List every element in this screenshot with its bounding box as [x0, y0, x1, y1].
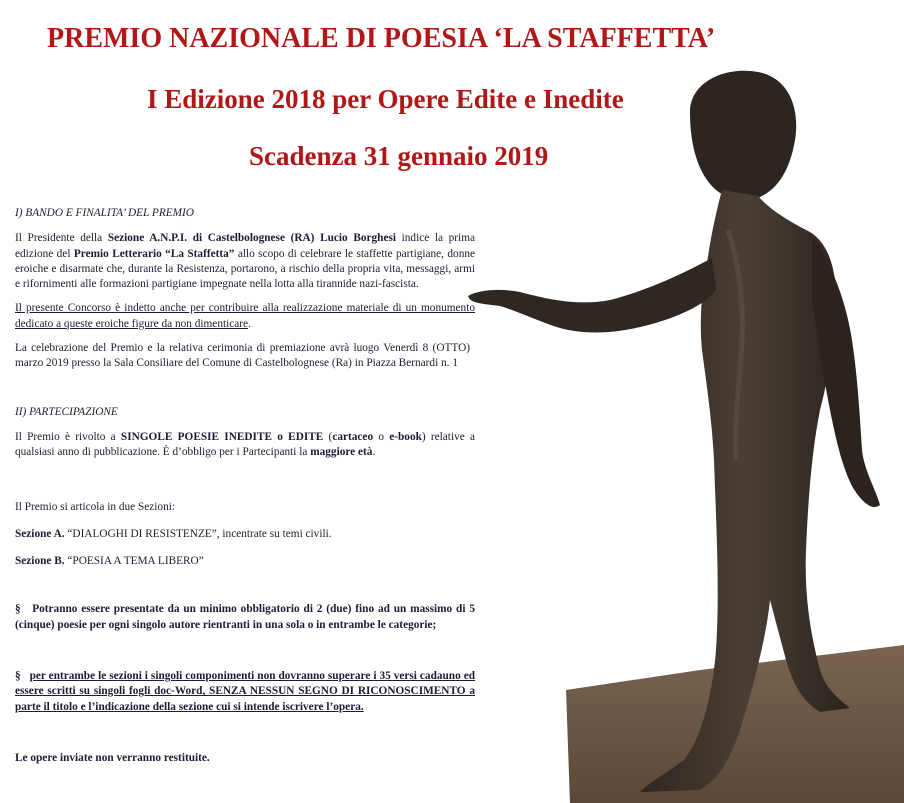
section-1-paragraph-2: Il presente Concorso è indetto anche per contribuire alla realizzazione materiale di un monumento dedicato a queste eroiche figure da non dimenticare.: [15, 302, 475, 330]
statue-arm-left: [468, 258, 716, 332]
rule-1: § Potranno essere presentate da un minimo obbligatorio di 2 (due) fino ad un massimo di 5 (cinque) poesie per ogni singolo autore rientranti in una sola o in entrambe le categorie;: [15, 603, 475, 631]
deadline-heading: Scadenza 31 gennaio 2019: [249, 141, 549, 171]
section-1-paragraph-1: Il Presidente della Sezione A.N.P.I. di Castelbolognese (RA) Lucio Borghesi indice la prima edizione del Premio Letterario “La Staffetta” allo scopo di celebrare le staffette partigiane, donne eroiche e disarmate che, durante la Resistenza, portarono, a rischio della propria vita, messaggi, armi e rifornimenti alle formazioni partigiane impegnate nella lotta alla tirannide nazi-fascista.: [15, 232, 476, 291]
edition-subtitle: I Edizione 2018 per Opere Edite e Inedite: [147, 84, 624, 114]
section-symbol: §: [15, 603, 21, 616]
page-title: PREMIO NAZIONALE DI POESIA ‘LA STAFFETTA’: [47, 23, 716, 54]
section-2-paragraph-2: Il Premio si articola in due Sezioni:: [15, 500, 176, 513]
section-2-heading: II) PARTECIPAZIONE: [15, 405, 118, 418]
section-1-paragraph-3: La celebrazione del Premio e la relativa cerimonia di premiazione avrà luogo Venerdì 8 (OTTO) marzo 2019 presso la Sala Consiliare del Comune di Castelbolognese (Ra) in Piazza Bernardi n. 1: [15, 342, 470, 370]
section-2-paragraph-1: Il Premio è rivolto a SINGOLE POESIE INEDITE o EDITE (cartaceo o e-book) relative a qualsiasi anno di pubblicazione. È d’obbligo per i Partecipanti la maggiore età.: [15, 430, 476, 459]
section-symbol: §: [15, 670, 21, 683]
statue-head: [690, 71, 796, 201]
sezione-b: Sezione B. “POESIA A TEMA LIBERO”: [15, 555, 204, 568]
sezione-a: Sezione A. “DIALOGHI DI RESISTENZE”, incentrate su temi civili.: [15, 527, 332, 540]
final-note: Le opere inviate non verranno restituite.: [15, 751, 210, 764]
rule-2: § per entrambe le sezioni i singoli componimenti non dovranno superare i 35 versi cadauno ed essere scritti su singoli fogli doc-Word, SENZA NESSUN SEGNO DI RICONOSCIMENTO a parte il titolo e l’indicazione della sezione cui si intende iscrivere l’opera.: [15, 670, 476, 713]
statue-image: [460, 60, 904, 803]
document-body: [15, 206, 475, 766]
section-1-heading: I) BANDO E FINALITA’ DEL PREMIO: [15, 207, 194, 219]
